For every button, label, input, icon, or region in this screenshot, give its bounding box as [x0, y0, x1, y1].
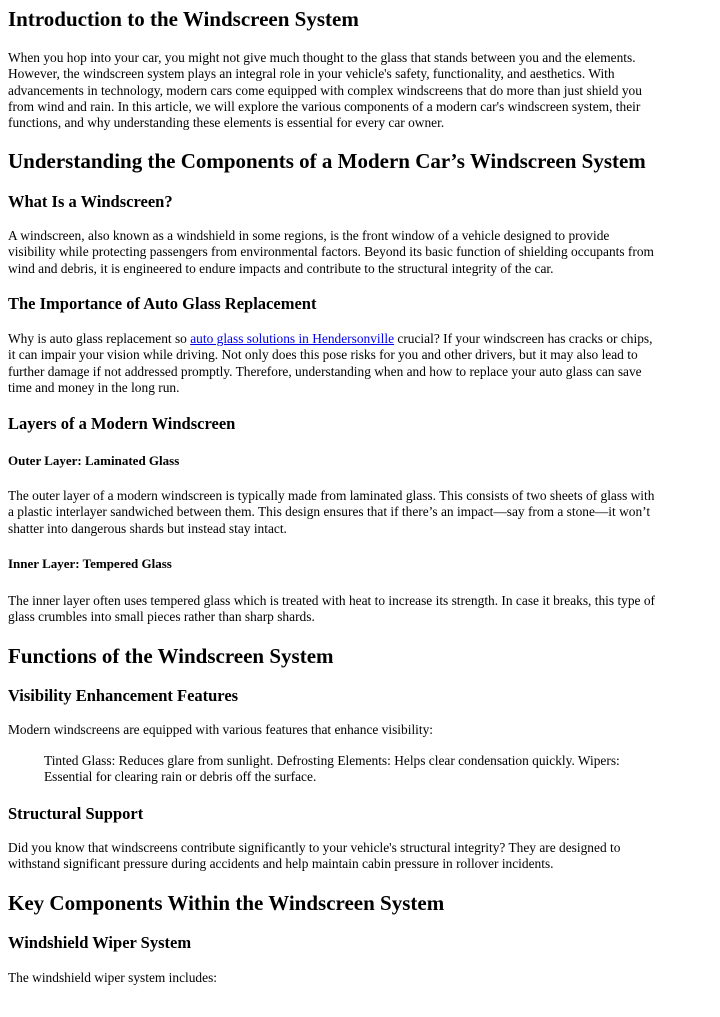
- section-heading-functions: Functions of the Windscreen System: [8, 644, 334, 668]
- text-line: from wind and rain. In this article, we will explore the various components of a modern car's windscreen system, their: [8, 98, 641, 114]
- article-title: Introduction to the Windscreen System: [8, 7, 359, 31]
- text-line: Did you know that windscreens contribute significantly to your vehicle's structural integrity? They are designed to: [8, 840, 621, 855]
- what-is-paragraph: [8, 228, 712, 277]
- subheading-auto-glass-replacement: The Importance of Auto Glass Replacement: [8, 294, 317, 313]
- importance-paragraph: [8, 331, 712, 396]
- text-fragment: Why is auto glass replacement so: [8, 331, 191, 346]
- text-line: shatter into dangerous shards but instead stay intact.: [8, 520, 287, 536]
- text-line: wind and debris, it is engineered to endure impacts and contribute to the structural integrity of the car.: [8, 260, 554, 276]
- subheading-layers: Layers of a Modern Windscreen: [8, 414, 236, 433]
- text-line: visibility while protecting passengers from environmental factors. Beyond its basic function of shielding occupants from: [8, 244, 654, 260]
- text-line: However, the windscreen system plays an integral role in your vehicle's safety, functionality, and aesthetics. With: [8, 66, 615, 82]
- text-line: The inner layer often uses tempered glass which is treated with heat to increase its strength. In case it breaks, this type of: [8, 593, 656, 608]
- section-heading-key-components: Key Components Within the Windscreen System: [8, 891, 445, 915]
- text-line: Tinted Glass: Reduces glare from sunlight. Defrosting Elements: Helps clear condensation quickly. Wipers:: [44, 753, 620, 768]
- text-line: advancements in technology, modern cars come equipped with complex windscreens that do more than just shield you: [8, 82, 642, 98]
- text-line: When you hop into your car, you might not give much thought to the glass that stands between you and the elements.: [8, 50, 636, 65]
- outer-layer-paragraph: [8, 488, 712, 537]
- subheading-visibility-features: Visibility Enhancement Features: [8, 686, 239, 705]
- text-line: further damage if not addressed promptly. Therefore, understanding when and how to replace your auto glass can save: [8, 363, 642, 379]
- text-line: The windshield wiper system includes:: [8, 970, 218, 985]
- subheading-what-is-windscreen: What Is a Windscreen?: [8, 192, 173, 211]
- text-line: glass crumbles into small pieces rather than sharp shards.: [8, 609, 315, 625]
- subheading-structural-support: Structural Support: [8, 804, 144, 823]
- text-line: Modern windscreens are equipped with various features that enhance visibility:: [8, 722, 434, 737]
- wiper-paragraph: [8, 970, 712, 986]
- text-line: The outer layer of a modern windscreen is typically made from laminated glass. This consists of two sheets of glass with: [8, 488, 655, 503]
- text-line: time and money in the long run.: [8, 379, 180, 395]
- subheading-wiper-system: Windshield Wiper System: [8, 933, 192, 952]
- text-line: A windscreen, also known as a windshield in some regions, is the front window of a vehicle designed to provide: [8, 228, 610, 243]
- subheading-outer-layer: Outer Layer: Laminated Glass: [8, 453, 180, 468]
- hendersonville-link[interactable]: auto glass solutions in Hendersonville: [190, 331, 395, 346]
- section-heading-components: Understanding the Components of a Modern Car’s Windscreen System: [8, 149, 646, 173]
- text-line: functions, and why understanding these elements is essential for every car owner.: [8, 115, 445, 131]
- inner-layer-paragraph: [8, 593, 712, 626]
- text-fragment: crucial? If your windscreen has cracks or chips,: [394, 331, 653, 346]
- text-line: it can impair your vision while driving. Not only does this pose risks for you and other drivers, but it may also lead to: [8, 347, 638, 363]
- intro-paragraph: [8, 50, 712, 131]
- text-line: [8, 331, 712, 347]
- text-line: withstand significant pressure during accidents and help maintain cabin pressure in rollover incidents.: [8, 856, 554, 872]
- text-line: Essential for clearing rain or debris off the surface.: [44, 769, 317, 785]
- text-line: a plastic interlayer sandwiched between them. This design ensures that if there’s an impact—say from a stone—it won’t: [8, 504, 651, 520]
- subheading-inner-layer: Inner Layer: Tempered Glass: [8, 556, 172, 571]
- visibility-feature-quote: [44, 753, 684, 786]
- structural-paragraph: [8, 840, 712, 873]
- visibility-paragraph: [8, 722, 712, 738]
